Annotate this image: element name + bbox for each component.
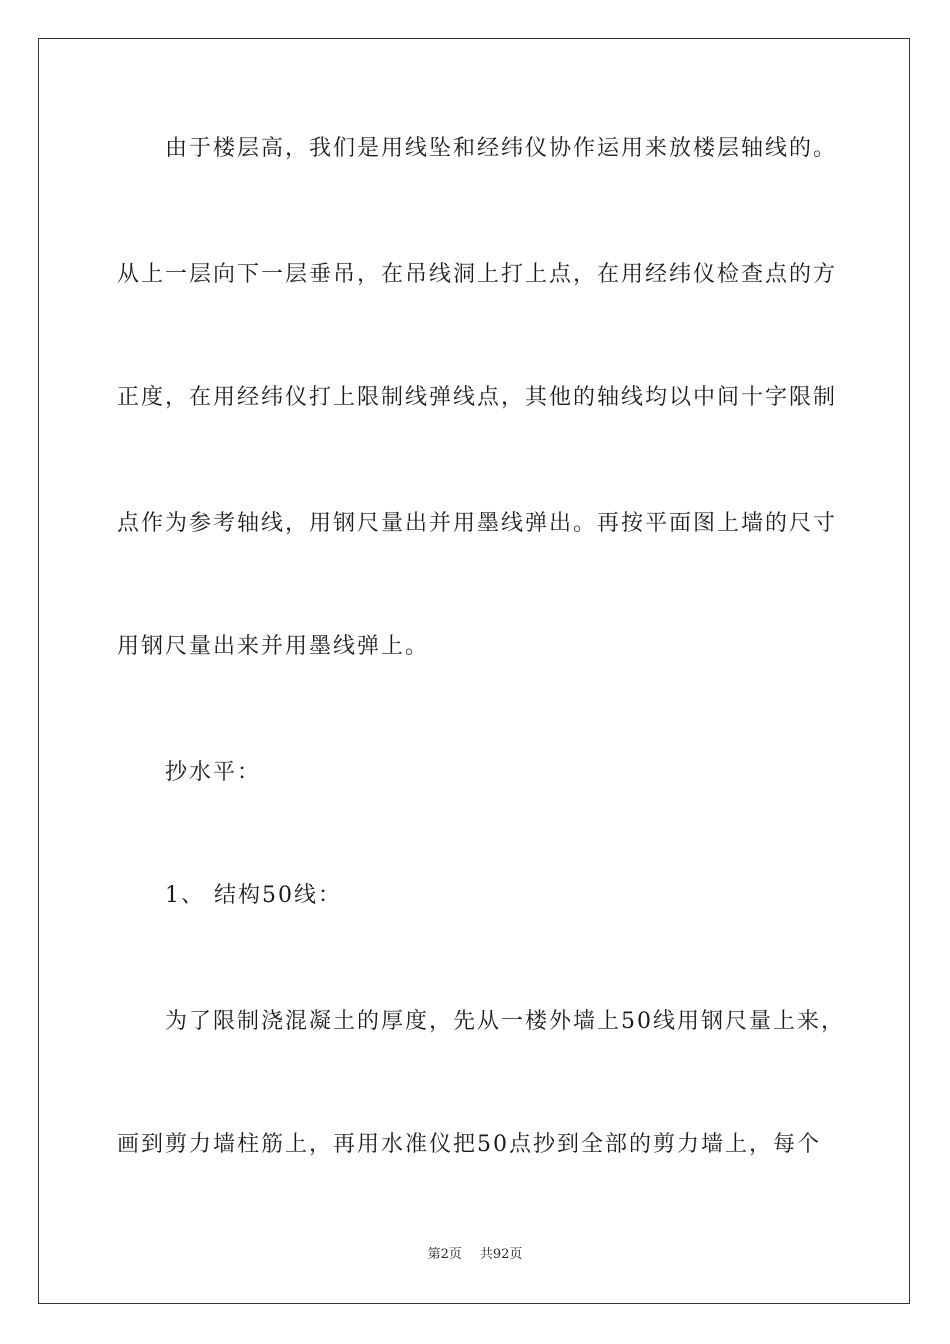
page-footer [0,1246,950,1264]
page-border [38,38,910,1304]
section-heading: 抄水平： [165,760,262,785]
paragraph-line: 正度，在用经纬仪打上限制线弹线点，其他的轴线均以中间十字限制 [117,385,838,410]
paragraph-line: 从上一层向下一层垂吊，在吊线洞上打上点，在用经纬仪检查点的方 [117,262,838,287]
subsection-heading: 1、 结构50线： [165,883,342,908]
paragraph-line: 画到剪力墙柱筋上，再用水准仪把50点抄到全部的剪力墙上，每个 [117,1132,821,1157]
paragraph-line: 用钢尺量出来并用墨线弹上。 [117,634,430,659]
page-total: 共92页 [479,1247,523,1262]
paragraph-line: 点作为参考轴线，用钢尺量出并用墨线弹出。再按平面图上墙的尺寸 [117,511,838,536]
paragraph-line: 为了限制浇混凝土的厚度，先从一楼外墙上50线用钢尺量上来， [165,1009,845,1034]
page-number: 第2页 [427,1247,462,1262]
paragraph-line: 由于楼层高，我们是用线坠和经纬仪协作运用来放楼层轴线的。 [165,136,838,161]
